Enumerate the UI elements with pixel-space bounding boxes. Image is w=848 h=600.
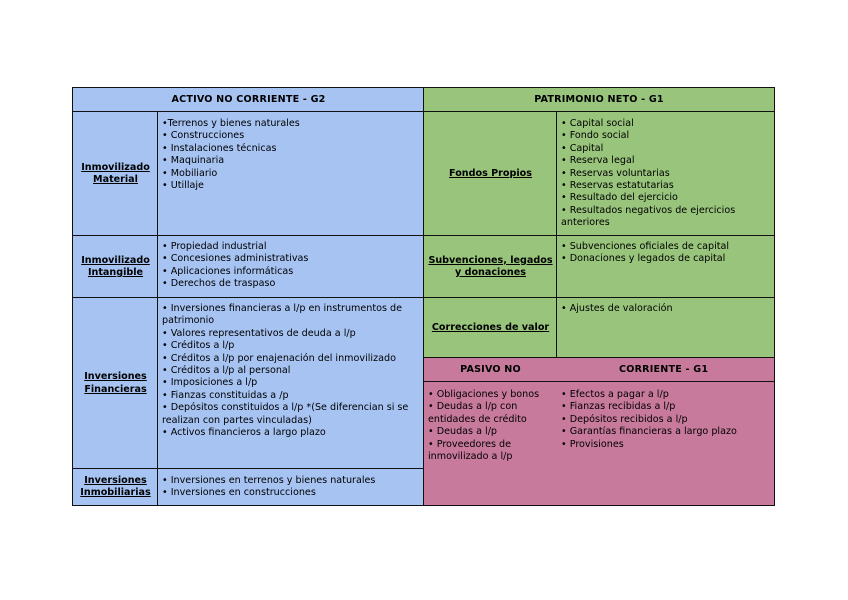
list-item: • Créditos a l/p xyxy=(162,340,235,352)
activo-header xyxy=(73,88,424,112)
list-item: • Garantías financieras a largo plazo xyxy=(561,426,737,438)
balance-sheet-table xyxy=(72,87,775,506)
list-item: • Efectos a pagar a l/p xyxy=(561,389,669,400)
inversiones-inmobiliarias-label-text: Inversiones Inmobiliarias xyxy=(80,474,151,498)
inmovilizado-material-label-text: Inmovilizado Material xyxy=(81,161,150,185)
list-item: • Activos financieros a largo plazo xyxy=(162,427,326,439)
list-item: • Deudas a l/p con entidades de crédito xyxy=(428,401,527,425)
list-item: • Imposiciones a l/p xyxy=(162,377,258,389)
pasivo-header-left-text: PASIVO NO xyxy=(460,363,521,375)
list-item: • Capital xyxy=(561,142,604,154)
correcciones-label xyxy=(424,298,557,358)
divider xyxy=(424,381,774,382)
divider xyxy=(73,468,424,469)
correcciones-label-text: Correcciones de valor xyxy=(431,321,550,333)
list-item: • Propiedad industrial xyxy=(162,241,267,252)
list-item: • Donaciones y legados de capital xyxy=(561,253,726,265)
list-item: • Créditos a l/p por enajenación del inmovilizado xyxy=(162,352,396,364)
list-item: • Maquinaria xyxy=(162,155,225,167)
list-item: • Fianzas recibidas a l/p xyxy=(561,401,676,413)
list-item: • Valores representativos de deuda a l/p xyxy=(162,327,356,339)
divider xyxy=(157,112,158,505)
list-item: • Inversiones en construcciones xyxy=(162,487,316,499)
inmovilizado-intangible-list xyxy=(158,236,424,298)
fondos-propios-list xyxy=(557,112,774,236)
list-item: • Fianzas constituidas a /p xyxy=(162,389,289,401)
subvenciones-label-text: Subvenciones, legados y donaciones xyxy=(428,254,553,278)
inversiones-financieras-list xyxy=(158,298,424,469)
list-item: • Depósitos recibidos a l/p xyxy=(561,413,688,425)
inmovilizado-intangible-label-text: Inmovilizado Intangible xyxy=(81,254,150,278)
fondos-propios-label-text: Fondos Propios xyxy=(449,167,532,179)
list-item: • Inversiones en terrenos y bienes naturales xyxy=(162,475,376,486)
patrimonio-header xyxy=(424,88,774,112)
pasivo-left-list xyxy=(424,382,557,469)
list-item: • Reservas voluntarias xyxy=(561,167,670,179)
list-item: • Ajustes de valoración xyxy=(561,303,673,314)
patrimonio-header-text: PATRIMONIO NETO - G1 xyxy=(534,93,664,105)
inmovilizado-intangible-label xyxy=(73,236,158,298)
list-item: • Derechos de traspaso xyxy=(162,278,276,290)
pasivo-header-left xyxy=(424,358,557,382)
inversiones-inmobiliarias-list xyxy=(158,469,424,505)
list-item: • Aplicaciones informáticas xyxy=(162,265,294,277)
pasivo-header-right xyxy=(557,358,774,382)
pasivo-header-right-text: CORRIENTE - G1 xyxy=(619,363,709,375)
inmovilizado-material-list xyxy=(158,112,424,236)
list-item: • Créditos a l/p al personal xyxy=(162,365,291,377)
list-item: • Inversiones financieras a l/p en instrumentos de patrimonio xyxy=(162,303,403,327)
inversiones-financieras-label-text: Inversiones Financieras xyxy=(84,371,147,395)
list-item: • Proveedores de inmovilizado a l/p xyxy=(428,438,513,463)
list-item: • Obligaciones y bonos xyxy=(428,389,540,400)
inmovilizado-material-label xyxy=(73,112,158,236)
list-item: • Utillaje xyxy=(162,180,204,192)
correcciones-list xyxy=(557,298,774,358)
list-item: • Mobiliario xyxy=(162,167,218,179)
divider xyxy=(73,297,774,298)
list-item: • Construcciones xyxy=(162,130,245,142)
list-item: • Fondo social xyxy=(561,130,630,142)
divider xyxy=(73,235,774,236)
list-item: • Resultados negativos de ejercicios anteriores xyxy=(561,204,736,229)
list-item: • Subvenciones oficiales de capital xyxy=(561,241,730,252)
list-item: • Concesiones administrativas xyxy=(162,253,309,265)
list-item: • Reservas estatutarias xyxy=(561,180,674,192)
subvenciones-list xyxy=(557,236,774,298)
list-item: • Resultado del ejercicio xyxy=(561,192,678,204)
list-item: • Capital social xyxy=(561,118,634,129)
list-item: • Depósitos constituidos a l/p *(Se diferencian si se realizan con partes vinculadas) xyxy=(162,402,409,426)
list-item: • Provisiones xyxy=(561,438,624,450)
divider xyxy=(424,357,774,358)
list-item: • Deudas a l/p xyxy=(428,426,498,438)
inversiones-financieras-label xyxy=(73,298,158,469)
subvenciones-label xyxy=(424,236,557,298)
list-item: • Instalaciones técnicas xyxy=(162,142,277,154)
list-item: •Terrenos y bienes naturales xyxy=(162,118,300,129)
inversiones-inmobiliarias-label xyxy=(73,469,158,505)
list-item: • Reserva legal xyxy=(561,155,635,167)
pasivo-right-list xyxy=(557,382,774,469)
activo-header-text: ACTIVO NO CORRIENTE - G2 xyxy=(171,93,326,105)
fondos-propios-label xyxy=(424,112,557,236)
